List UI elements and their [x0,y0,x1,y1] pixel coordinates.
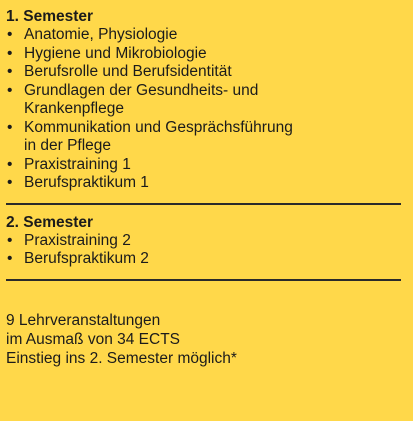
bullet-icon: • [7,155,13,173]
semester-2-heading: 2. Semester [6,213,94,231]
bullet-icon: • [7,250,13,267]
list-item-text: Praxistraining 1 [24,155,131,173]
bullet-icon: • [7,44,13,62]
divider-rule [6,203,401,205]
list-item-text: Berufspraktikum 1 [24,174,149,191]
list-item-text: Berufspraktikum 2 [24,250,149,267]
semester-2-list [6,232,405,269]
summary-line: Einstieg ins 2. Semester möglich* [6,349,237,367]
divider-rule [6,279,401,281]
bullet-icon: • [7,26,13,43]
bullet-icon: • [7,174,13,191]
bullet-icon: • [7,81,13,99]
list-item-text: Hygiene und Mikrobiologie [24,44,207,62]
list-item [6,250,405,269]
list-item-text: Berufsrolle und Berufsidentität [24,63,232,80]
list-item-text: Kommunikation und Gesprächsführung [24,118,293,136]
summary-line: 9 Lehrveranstaltungen [6,311,161,329]
list-item [6,82,405,119]
bullet-icon: • [7,118,13,136]
list-item-text: Anatomie, Physiologie [24,26,178,43]
list-item-text: Grundlagen der Gesundheits- und [24,81,259,99]
list-item [6,156,405,175]
list-item-text: Krankenpflege [24,100,124,117]
bullet-icon: • [7,63,13,80]
list-item [6,63,405,82]
summary-block [6,311,405,368]
list-item-text: Praxistraining 2 [24,231,131,249]
semester-1-list [6,26,405,193]
summary-line: im Ausmaß von 34 ECTS [6,330,181,348]
list-item [6,174,405,193]
list-item [6,232,405,251]
list-item [6,119,405,156]
bullet-icon: • [7,231,13,249]
semester-1-heading: 1. Semester [6,8,94,25]
list-item [6,45,405,64]
list-item [6,26,405,45]
list-item-text: in der Pflege [24,137,112,154]
